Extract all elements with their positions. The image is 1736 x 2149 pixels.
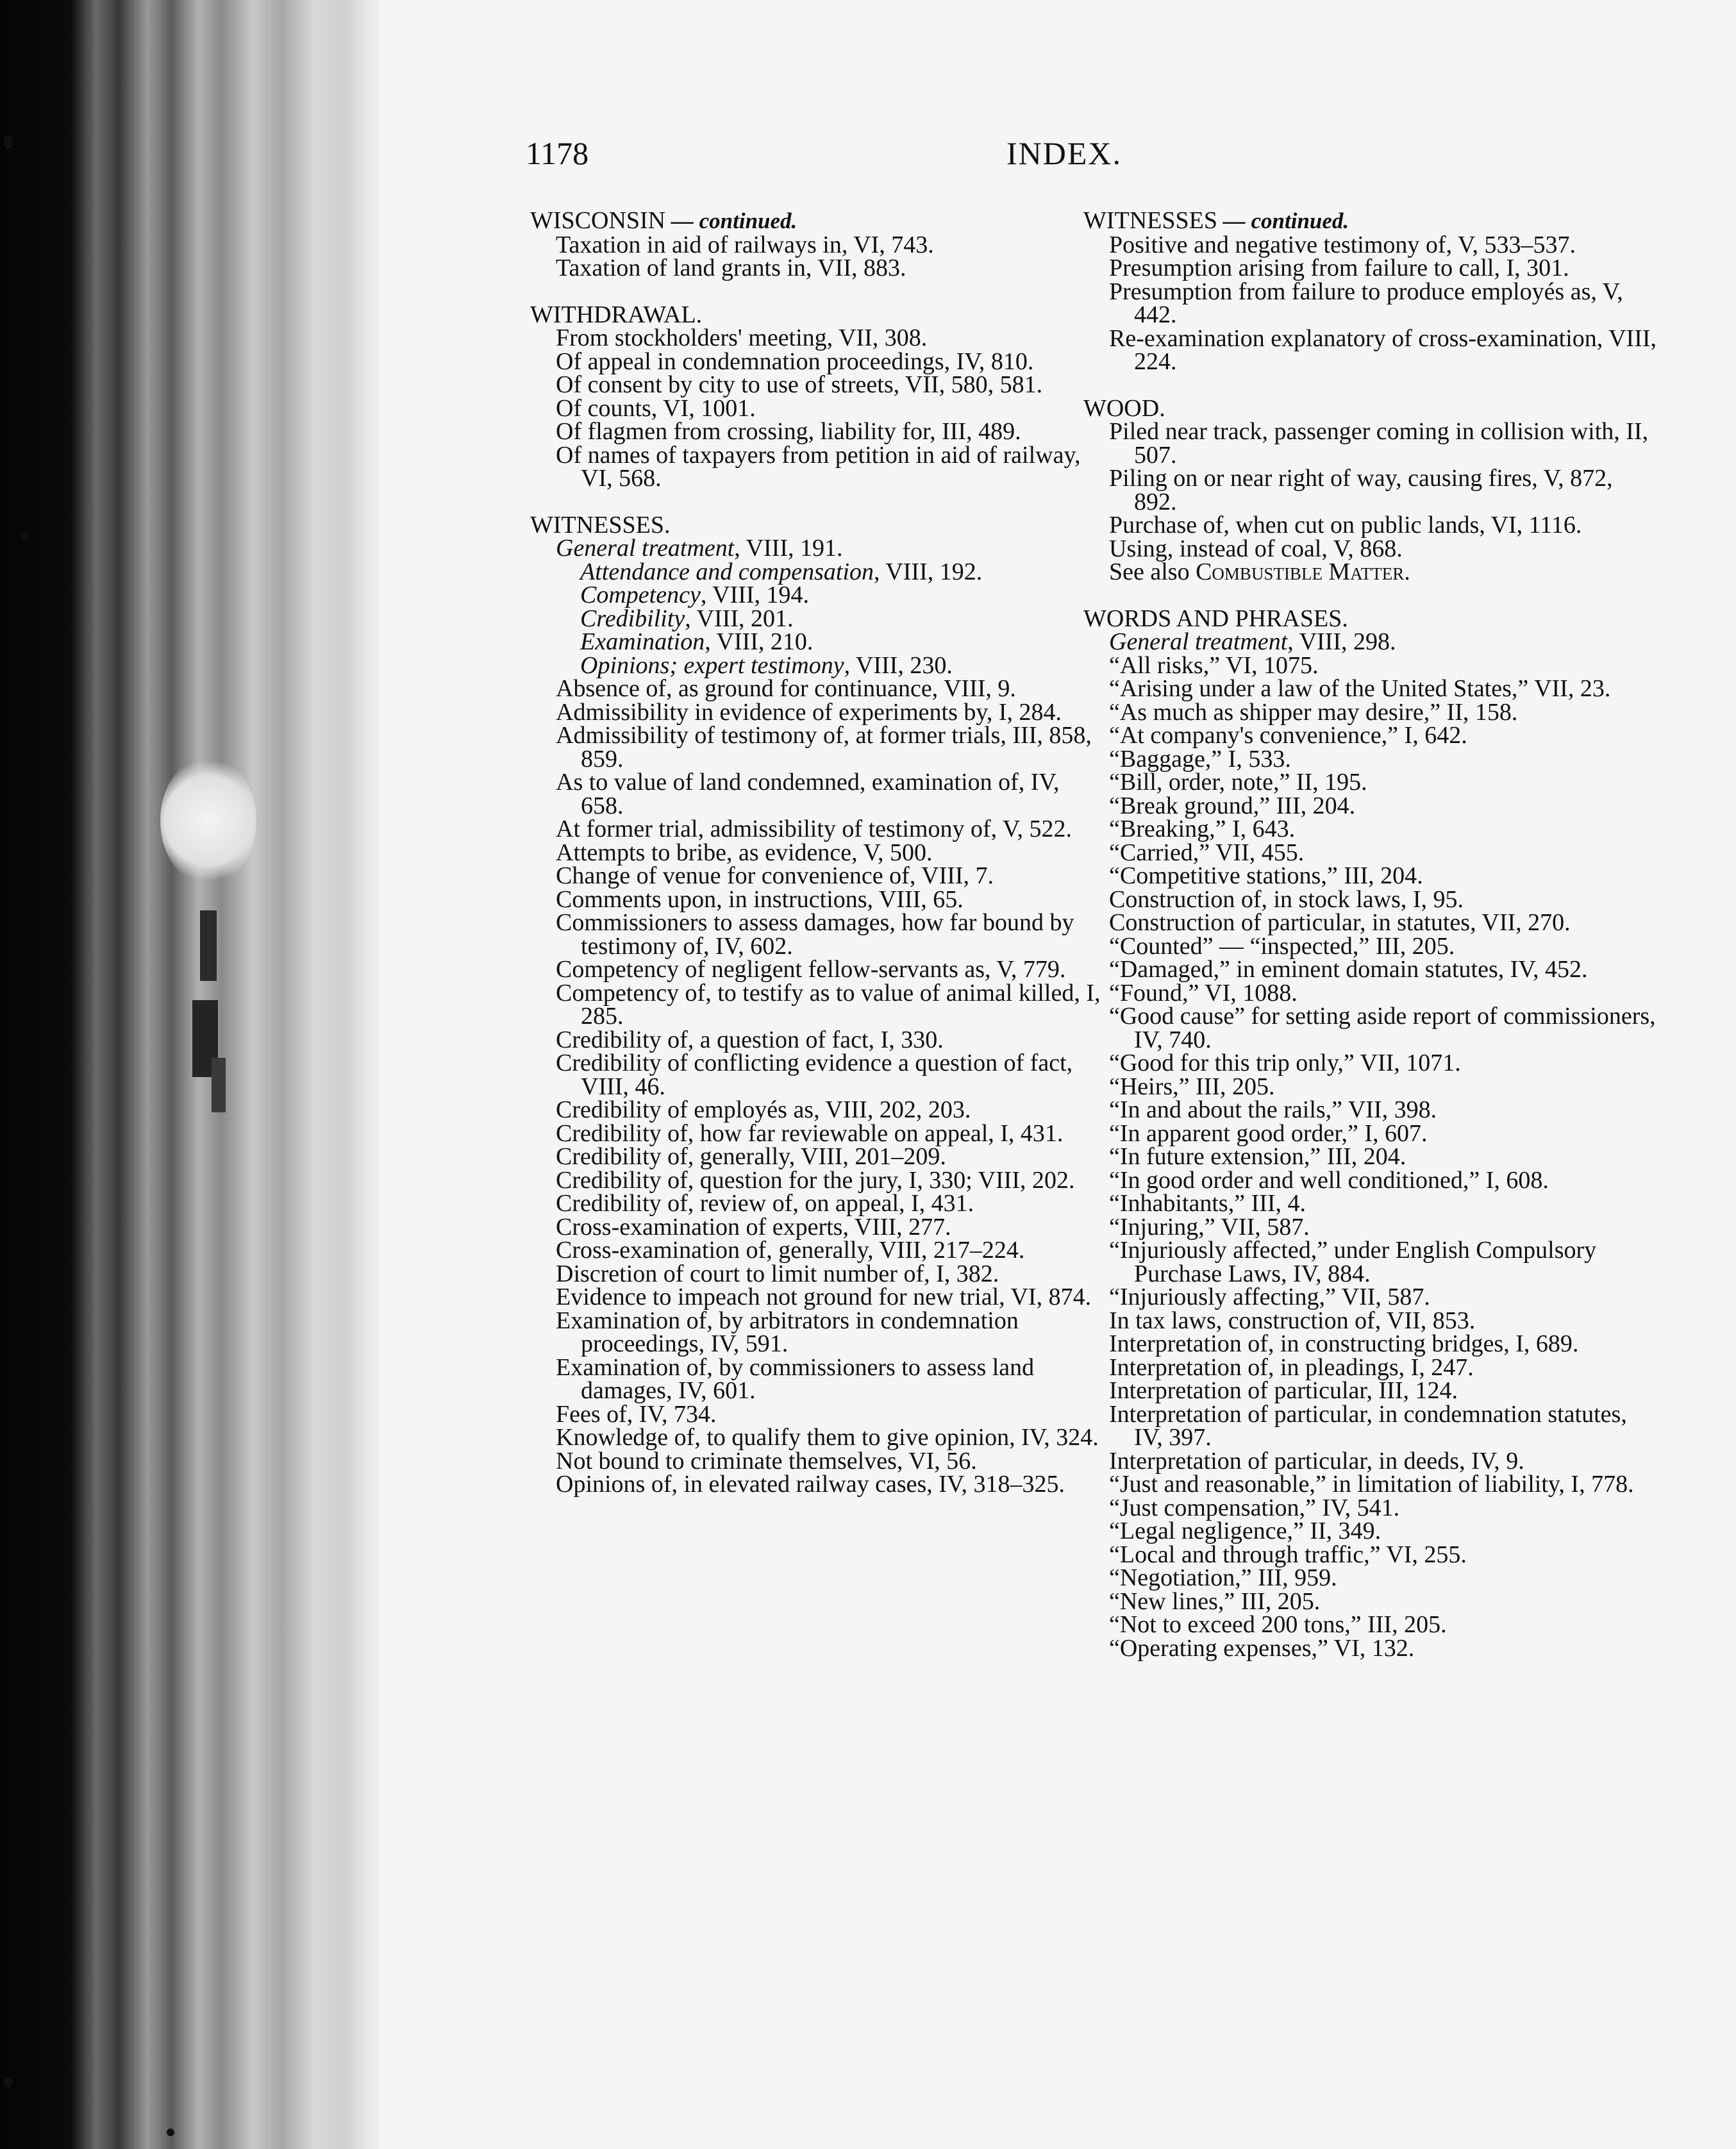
index-entry: “Injuring,” VII, 587. xyxy=(1109,1213,1310,1241)
index-entry: “Counted” — “inspected,” III, 205. xyxy=(1109,932,1455,960)
index-entry: “Not to exceed 200 tons,” III, 205. xyxy=(1109,1611,1447,1638)
index-entry: “In and about the rails,” VII, 398. xyxy=(1109,1096,1437,1123)
general-treatment-entry: General treatment, VIII, 191. xyxy=(556,535,843,562)
index-entry: Fees of, IV, 734. xyxy=(556,1400,717,1428)
index-entry: Admissibility in evidence of experiments by, I, 284. xyxy=(556,698,1062,726)
index-entry: Attempts to bribe, as evidence, V, 500. xyxy=(556,839,933,866)
index-entry: Piled near track, passenger coming in collision with, II, 507. xyxy=(1109,418,1649,469)
index-section-witnesses xyxy=(530,511,1107,1498)
index-entry: Credibility of, a question of fact, I, 330. xyxy=(556,1026,944,1053)
index-entry: Absence of, as ground for continuance, VIII, 9. xyxy=(556,675,1016,702)
index-entry: “Good for this trip only,” VII, 1071. xyxy=(1109,1049,1461,1076)
subtopic-entry: Credibility, VIII, 201. xyxy=(580,605,794,632)
index-entry: At former trial, admissibility of testimony of, V, 522. xyxy=(556,815,1072,842)
index-entry: “In apparent good order,” I, 607. xyxy=(1109,1119,1428,1147)
index-entry: Presumption from failure to produce employés as, V, 442. xyxy=(1109,278,1623,328)
index-entry: “New lines,” III, 205. xyxy=(1109,1587,1321,1615)
index-entry: Of appeal in condemnation proceedings, IV, 810. xyxy=(556,347,1034,375)
index-entry: Examination of, by arbitrators in condemnation proceedings, IV, 591. xyxy=(556,1307,1019,1357)
index-entry: “Just compensation,” IV, 541. xyxy=(1109,1494,1400,1521)
index-entry: Discretion of court to limit number of, I, 382. xyxy=(556,1260,999,1287)
index-entry: Of names of taxpayers from petition in aid of railway, VI, 568. xyxy=(556,441,1081,492)
subtopic-entry: Attendance and compensation, VIII, 192. xyxy=(580,558,983,585)
spine-mark xyxy=(212,1058,226,1112)
index-entry: Credibility of employés as, VIII, 202, 203. xyxy=(556,1096,971,1123)
right-index-column xyxy=(1083,209,1660,1660)
index-page xyxy=(378,0,1736,2149)
index-entry: Commissioners to assess damages, how far bound by testimony of, IV, 602. xyxy=(556,909,1074,960)
index-entry: Positive and negative testimony of, V, 533–537. xyxy=(1109,231,1576,258)
index-entry: Competency of, to testify as to value of animal killed, I, 285. xyxy=(556,979,1101,1030)
dust-spot xyxy=(160,757,256,885)
index-section-wood xyxy=(1083,394,1660,585)
book-binding-edge xyxy=(0,0,385,2149)
index-entry: Using, instead of coal, V, 868. xyxy=(1109,535,1403,562)
index-entry: Credibility of, review of, on appeal, I, 431. xyxy=(556,1190,974,1217)
index-entry: Interpretation of, in pleadings, I, 247. xyxy=(1109,1353,1474,1381)
index-entry: “Carried,” VII, 455. xyxy=(1109,839,1305,866)
running-head: INDEX. xyxy=(1006,135,1123,171)
index-section-wisconsin xyxy=(530,209,1107,280)
index-entry: Interpretation of particular, in deeds, IV, 9. xyxy=(1109,1447,1524,1475)
index-entry: As to value of land condemned, examination of, IV, 658. xyxy=(556,769,1060,819)
index-entry: Interpretation of particular, in condemnation statutes, IV, 397. xyxy=(1109,1400,1627,1451)
index-entry: Change of venue for convenience of, VIII, 7. xyxy=(556,862,994,889)
index-entry: Opinions of, in elevated railway cases, IV, 318–325. xyxy=(556,1471,1065,1498)
index-entry: Credibility of, how far reviewable on appeal, I, 431. xyxy=(556,1119,1064,1147)
index-entry: “Just and reasonable,” in limitation of liability, I, 778. xyxy=(1109,1471,1634,1498)
index-entry: Of consent by city to use of streets, VII, 580, 581. xyxy=(556,371,1043,398)
index-entry: “Heirs,” III, 205. xyxy=(1109,1073,1275,1100)
index-entry: Knowledge of, to qualify them to give opinion, IV, 324. xyxy=(556,1424,1099,1451)
index-entry: Not bound to criminate themselves, VI, 56. xyxy=(556,1447,977,1475)
index-entry: “Good cause” for setting aside report of commissioners, IV, 740. xyxy=(1109,1003,1656,1053)
index-section-withdrawal xyxy=(530,303,1107,490)
index-section-words-and-phrases xyxy=(1083,607,1660,1660)
index-entry: Construction of particular, in statutes, VII, 270. xyxy=(1109,909,1571,936)
subtopic-entry: Examination, VIII, 210. xyxy=(580,628,814,655)
cross-reference-target: Combustible Matter xyxy=(1196,558,1405,585)
index-entry: Interpretation of particular, III, 124. xyxy=(1109,1377,1458,1404)
index-entry: Credibility of conflicting evidence a question of fact, VIII, 46. xyxy=(556,1049,1073,1100)
index-entry: Taxation of land grants in, VII, 883. xyxy=(556,255,906,281)
index-entry: From stockholders' meeting, VII, 308. xyxy=(556,324,928,351)
section-heading: WITHDRAWAL. xyxy=(530,301,703,328)
index-entry: “Damaged,” in eminent domain statutes, IV, 452. xyxy=(1109,956,1588,983)
section-heading: WORDS AND PHRASES. xyxy=(1083,605,1348,632)
index-entry: “Competitive stations,” III, 204. xyxy=(1109,862,1423,889)
index-section-witnesses-continued xyxy=(1083,209,1660,374)
spine-mark xyxy=(200,910,217,981)
index-entry: “Injuriously affected,” under English Compulsory Purchase Laws, IV, 884. xyxy=(1109,1237,1597,1287)
ink-speck xyxy=(167,2128,174,2136)
index-entry: “All risks,” VI, 1075. xyxy=(1109,651,1319,679)
section-heading: WISCONSIN — continued. xyxy=(530,207,797,234)
index-entry: “Breaking,” I, 643. xyxy=(1109,815,1296,842)
index-entry: “Inhabitants,” III, 4. xyxy=(1109,1190,1306,1217)
index-entry: Presumption arising from failure to call, I, 301. xyxy=(1109,255,1569,281)
index-entry: “Local and through traffic,” VI, 255. xyxy=(1109,1541,1467,1568)
see-also-reference: See also Combustible Matter. xyxy=(1109,558,1410,585)
index-entry: Taxation in aid of railways in, VI, 743. xyxy=(556,231,934,258)
index-entry: “Operating expenses,” VI, 132. xyxy=(1109,1634,1415,1662)
ink-speck xyxy=(4,2077,13,2087)
general-treatment-entry: General treatment, VIII, 298. xyxy=(1109,628,1396,655)
index-entry: Examination of, by commissioners to assess land damages, IV, 601. xyxy=(556,1353,1035,1404)
index-entry: Construction of, in stock laws, I, 95. xyxy=(1109,885,1464,913)
index-entry: Credibility of, question for the jury, I, 330; VIII, 202. xyxy=(556,1166,1075,1194)
ink-speck xyxy=(22,532,28,540)
index-entry: “In good order and well conditioned,” I, 608. xyxy=(1109,1166,1549,1194)
index-entry: In tax laws, construction of, VII, 853. xyxy=(1109,1307,1476,1334)
subtopic-entry: Competency, VIII, 194. xyxy=(580,581,810,608)
index-entry: Of counts, VI, 1001. xyxy=(556,394,756,422)
index-entry: “Legal negligence,” II, 349. xyxy=(1109,1518,1381,1544)
index-entry: Interpretation of, in constructing bridges, I, 689. xyxy=(1109,1330,1579,1357)
left-index-column xyxy=(530,209,1107,1496)
index-entry: “At company's convenience,” I, 642. xyxy=(1109,722,1467,749)
index-entry: Purchase of, when cut on public lands, VI, 1116. xyxy=(1109,512,1582,539)
section-heading: WITNESSES. xyxy=(530,511,671,539)
index-entry: Evidence to impeach not ground for new trial, VI, 874. xyxy=(556,1284,1092,1310)
index-entry: Comments upon, in instructions, VIII, 65. xyxy=(556,885,964,913)
index-entry: “In future extension,” III, 204. xyxy=(1109,1143,1406,1170)
index-entry: “Negotiation,” III, 959. xyxy=(1109,1564,1337,1591)
section-heading: WOOD. xyxy=(1083,394,1165,422)
index-entry: Admissibility of testimony of, at former trials, III, 858, 859. xyxy=(556,722,1092,773)
index-entry: Cross-examination of, generally, VIII, 217–224. xyxy=(556,1237,1025,1264)
index-entry: “Break ground,” III, 204. xyxy=(1109,792,1356,819)
subtopic-entry: Opinions; expert testimony, VIII, 230. xyxy=(580,651,953,679)
index-entry: “Baggage,” I, 533. xyxy=(1109,745,1291,773)
index-entry: Competency of negligent fellow-servants as, V, 779. xyxy=(556,956,1066,983)
index-entry: “Found,” VI, 1088. xyxy=(1109,979,1298,1007)
index-entry: Cross-examination of experts, VIII, 277. xyxy=(556,1213,951,1241)
index-entry: Piling on or near right of way, causing fires, V, 872, 892. xyxy=(1109,465,1613,515)
page-number: 1178 xyxy=(526,135,589,171)
index-entry: “Arising under a law of the United States,” VII, 23. xyxy=(1109,675,1611,702)
index-entry: Re-examination explanatory of cross-examination, VIII, 224. xyxy=(1109,324,1657,375)
index-entry: Of flagmen from crossing, liability for, III, 489. xyxy=(556,418,1021,445)
index-entry: “As much as shipper may desire,” II, 158. xyxy=(1109,698,1518,726)
index-entry: Credibility of, generally, VIII, 201–209. xyxy=(556,1143,946,1170)
section-heading: WITNESSES — continued. xyxy=(1083,207,1349,234)
index-entry: “Injuriously affecting,” VII, 587. xyxy=(1109,1284,1430,1310)
ink-speck xyxy=(4,135,13,149)
index-entry: “Bill, order, note,” II, 195. xyxy=(1109,769,1367,796)
